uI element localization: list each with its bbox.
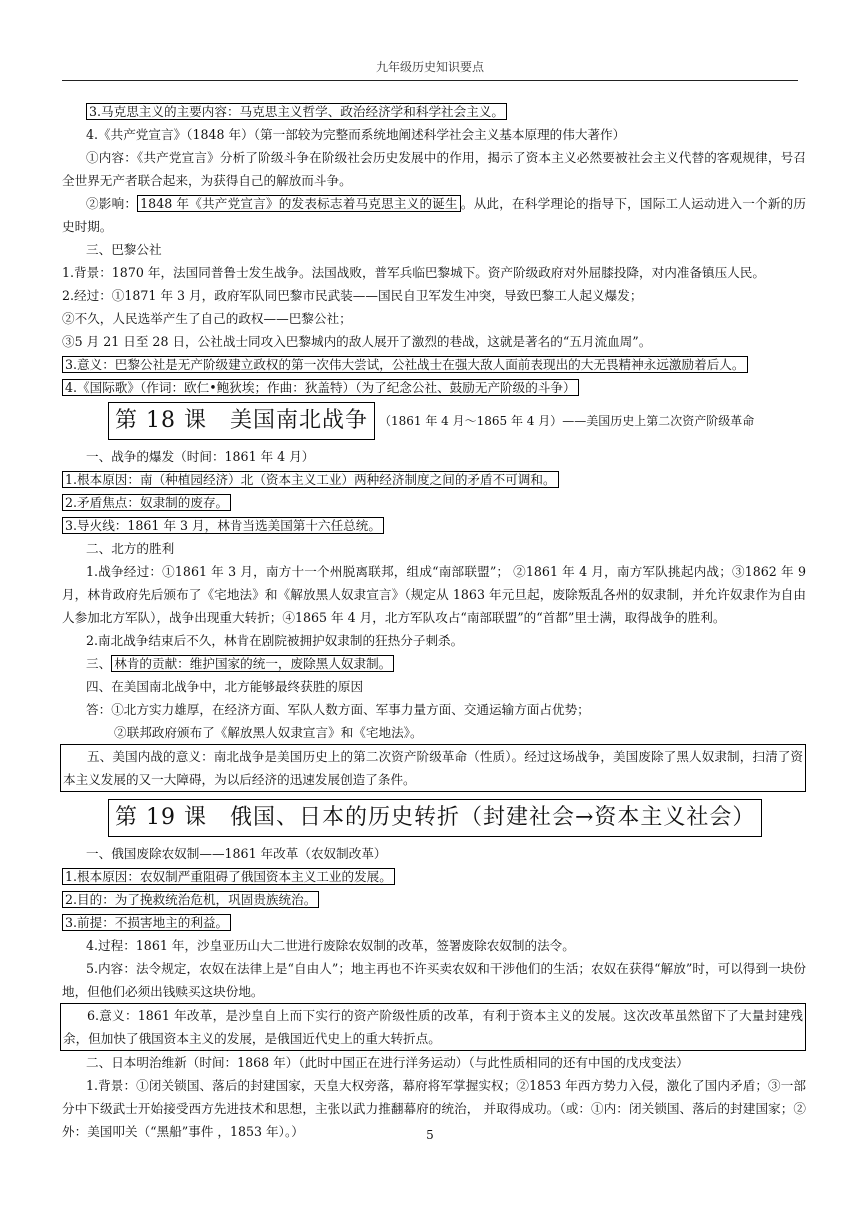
reform-premise: 3.前提：不损害地主的利益。 xyxy=(62,914,231,931)
paris-process-1: 2.经过：①1871 年 3 月，政府军队同巴黎市民武装——国民自卫军发生冲突，导致巴黎工人起义爆发； xyxy=(62,288,643,303)
lesson-18-subtitle: （1861 年 4 月～1865 年 4 月）——美国历史上第二次资产阶级革命 xyxy=(378,413,755,428)
war-root-cause: 1.根本原因：南（种植园经济）北（资本主义工业）两种经济制度之间的矛盾不可调和。 xyxy=(62,471,559,488)
lesson-18-title: 第 18 课 美国南北战争 xyxy=(108,402,375,440)
page-content: 3.马克思主义的主要内容：马克思主义哲学、政治经济学和科学社会主义。 4.《共产党宣言》（1848 年）（第一部较为完整而系统地阐述科学社会主义基本原理的伟大著作） ①内容：《共产党宣言》分析了阶级斗争在阶级社会历史发展中的作用，揭示了资本主义必然要被社会主义代替的客观规律，号召全世界无产者联合起来，为获得自己的解放而斗争。 ②影响： 1848 年《共产党宣言》的发表标志着马克思主义的诞生 。从此，在科学理论的指导下，国际工人运动进入一个新的历史时期。 三、巴黎公社 1.背景：1870 年，法国同普鲁士发生战争。法国战败，普军兵临巴黎城下。资产阶级政府对外屈膝投降，对内准备镇压人民。 2.经过：①1871 年 3 月，政府军队同巴黎市民武装——国民自卫军发生冲突，导致巴黎工人起义爆发； ②不久，人民选举产生了自己的政权——巴黎公社； ③5 月 21 日至 28 日，公社战士同攻入巴黎城内的敌人展开了激烈的巷战，这就是著名的“五月流血周”。 3.意义：巴黎公社是无产阶级建立政权的第一次伟大尝试，公社战士在强大敌人面前表现出的大无畏精神永远激励着后人。 4.《国际歌》（作词：欧仁•鲍狄埃；作曲：狄盖特）（为了纪念公社、鼓励无产阶级的斗争） 第 18 课 美国南北战争 （1861 年 4 月～1865 年 4 月）——美国历史上第二次资产阶级革命 一、战争的爆发（时间：1861 年 4 月） 1.根本原因：南（种植园经济）北（资本主义工业）两种经济制度之间的矛盾不可调和。 2.矛盾焦点：奴隶制的废存。 3.导火线：1861 年 3 月，林肯当选美国第十六任总统。 二、北方的胜利 1.战争经过：①1861 年 3 月，南方十一个州脱离联邦，组成“南部联盟”； ②1861 年 4 月，南方军队挑起内战；③1862 年 9 月，林肯政府先后颁布了《宅地法》和《解放黑人奴隶宣言》（规定从 1863 年元旦起，废除叛乱各州的奴隶制，并允许奴隶作为自由人参加北方军队），战争出现重大转折；④1865 年 4 月，北方军队攻占“南部联盟”的“首都”里士满，取得战争的胜利。 2.南北战争结束后不久，林肯在剧院被拥护奴隶制的狂热分子刺杀。 三、 林肯的贡献：维护国家的统一，废除黑人奴隶制。 四、在美国南北战争中，北方能够最终获胜的原因 答：①北方实力雄厚，在经济方面、军队人数方面、军事力量方面、交通运输方面占优势； ②联邦政府颁布了《解放黑人奴隶宣言》和《宅地法》。 五、美国内战的意义：南北战争是美国历史上的第二次资产阶级革命（性质）。经过这场战争，美国废除了黑人奴隶制，扫清了资本主义发展的又一大障碍，为以后经济的迅速发展创造了条件。 第 19 课 俄国、日本的历史转折（封建社会→资本主义社会） 一、俄国废除农奴制——1861 年改革（农奴制改革） 1.根本原因：农奴制严重阻碍了俄国资本主义工业的发展。 2.目的：为了挽救统治危机，巩固贵族统治。 3.前提：不损害地主的利益。 4.过程：1861 年，沙皇亚历山大二世进行废除农奴制的改革，签署废除农奴制的法令。 5.内容：法令规定，农奴在法律上是“自由人”；地主再也不许买卖农奴和干涉他们的生活；农奴在获得“解放”时，可以得到一块份地，但他们必须出钱赎买这块份地。 6.意义：1861 年改革，是沙皇自上而下实行的资产阶级性质的改革，有利于资本主义的发展。这次改革虽然留下了大量封建残余，但加快了俄国资本主义的发展，是俄国近代史上的重大转折点。 二、日本明治维新（时间：1868 年）（此时中国正在进行洋务运动）（与此性质相同的还有中国的戊戌变法） 1.背景：①闭关锁国、落后的封建国家，天皇大权旁落，幕府将军掌握实权；②1853 年西方势力入侵，激化了国内矛盾；③一部分中下级武士开始接受西方先进技术和思想，主张以武力推翻幕府的统治， 并取得成功。（或：①内：闭关锁国、落后的封建国家；②外：美国叩关（“黑船”事件 ，1853 年）。） xyxy=(62,100,806,1143)
marxism-content-point: 3.马克思主义的主要内容：马克思主义哲学、政治经济学和科学社会主义。 xyxy=(86,103,507,120)
north-victory-heading: 二、北方的胜利 xyxy=(86,541,175,556)
russia-reform-heading: 一、俄国废除农奴制——1861 年改革（农奴制改革） xyxy=(86,846,387,861)
meiji-background: 1.背景：①闭关锁国、落后的封建国家，天皇大权旁落，幕府将军掌握实权；②1853 年西方势力入侵，激化了国内矛盾；③一部分中下级武士开始接受西方先进技术和思想，主张以武力推翻幕府的统治， 并取得成功。（或：①内：闭关锁国、落后的封建国家；②外：美国叩关（“黑船”事件 ，1853 年）。） xyxy=(62,1078,806,1139)
manifesto-heading: 4.《共产党宣言》（1848 年）（第一部较为完整而系统地阐述科学社会主义基本原理的伟大著作） xyxy=(86,127,626,142)
paris-commune-heading: 三、巴黎公社 xyxy=(86,242,162,257)
lincoln-contribution: 林肯的贡献：维护国家的统一，废除黑人奴隶制。 xyxy=(111,655,394,672)
lesson-19-title: 第 19 课 俄国、日本的历史转折（封建社会→资本主义社会） xyxy=(108,799,762,837)
reform-process: 4.过程：1861 年，沙皇亚历山大二世进行废除农奴制的改革，签署废除农奴制的法令。 xyxy=(86,938,575,953)
meiji-heading: 二、日本明治维新（时间：1868 年）（此时中国正在进行洋务运动）（与此性质相同的还有中国的戊戌变法） xyxy=(86,1055,689,1070)
paris-background: 1.背景：1870 年，法国同普鲁士发生战争。法国战败，普军兵临巴黎城下。资产阶级政府对外屈膝投降，对内准备镇压人民。 xyxy=(62,265,765,280)
lesson-18-heading-row xyxy=(108,401,806,441)
reform-root-cause: 1.根本原因：农奴制严重阻碍了俄国资本主义工业的发展。 xyxy=(62,868,395,885)
paris-significance: 3.意义：巴黎公社是无产阶级建立政权的第一次伟大尝试，公社战士在强大敌人面前表现出的大无畏精神永远激励着后人。 xyxy=(62,356,748,373)
lesson-19-heading-row xyxy=(108,798,806,838)
manifesto-impact: ②影响： 1848 年《共产党宣言》的发表标志着马克思主义的诞生 。从此，在科学理论的指导下，国际工人运动进入一个新的历史时期。 xyxy=(62,196,807,234)
manifesto-content: ①内容：《共产党宣言》分析了阶级斗争在阶级社会历史发展中的作用，揭示了资本主义必然要被社会主义代替的客观规律，号召全世界无产者联合起来，为获得自己的解放而斗争。 xyxy=(62,150,806,188)
paris-process-2: ②不久，人民选举产生了自己的政权——巴黎公社； xyxy=(62,311,352,326)
page-number: 5 xyxy=(426,1128,434,1142)
lincoln-assassination: 2.南北战争结束后不久，林肯在剧院被拥护奴隶制的狂热分子刺杀。 xyxy=(86,633,464,648)
war-course: 1.战争经过：①1861 年 3 月，南方十一个州脱离联邦，组成“南部联盟”； ②1861 年 4 月，南方军队挑起内战；③1862 年 9 月，林肯政府先后颁布了《宅地法》和《解放黑人奴隶宣言》（规定从 1863 年元旦起，废除叛乱各州的奴隶制，并允许奴隶作为自由人参加北方军队），战争出现重大转折；④1865 年 4 月，北方军队攻占“南部联盟”的“首都”里士满，取得战争的胜利。 xyxy=(62,564,806,625)
reform-content: 5.内容：法令规定，农奴在法律上是“自由人”；地主再也不许买卖农奴和干涉他们的生活；农奴在获得“解放”时，可以得到一块份地，但他们必须出钱赎买这块份地。 xyxy=(62,961,806,999)
war-conflict-focus: 2.矛盾焦点：奴隶制的废存。 xyxy=(62,494,231,511)
victory-reason-1: 答：①北方实力雄厚，在经济方面、军队人数方面、军事力量方面、交通运输方面占优势； xyxy=(86,702,590,717)
manifesto-impact-key: 1848 年《共产党宣言》的发表标志着马克思主义的诞生 xyxy=(137,195,461,212)
civil-war-significance: 五、美国内战的意义：南北战争是美国历史上的第二次资产阶级革命（性质）。经过这场战争，美国废除了黑人奴隶制，扫清了资本主义发展的又一大障碍，为以后经济的迅速发展创造了条件。 xyxy=(60,744,806,792)
victory-reasons-heading: 四、在美国南北战争中，北方能够最终获胜的原因 xyxy=(86,679,364,694)
paris-process-3: ③5 月 21 日至 28 日，公社战士同攻入巴黎城内的敌人展开了激烈的巷战，这就是著名的“五月流血周”。 xyxy=(62,334,652,349)
reform-purpose: 2.目的：为了挽救统治危机，巩固贵族统治。 xyxy=(62,891,319,908)
internationale-note: 4.《国际歌》（作词：欧仁•鲍狄埃；作曲：狄盖特）（为了纪念公社、鼓励无产阶级的斗争） xyxy=(62,379,579,396)
victory-reason-2: ②联邦政府颁布了《解放黑人奴隶宣言》和《宅地法》。 xyxy=(114,725,423,740)
war-trigger: 3.导火线：1861 年 3 月，林肯当选美国第十六任总统。 xyxy=(62,517,384,534)
reform-significance: 6.意义：1861 年改革，是沙皇自上而下实行的资产阶级性质的改革，有利于资本主义的发展。这次改革虽然留下了大量封建残余，但加快了俄国资本主义的发展，是俄国近代史上的重大转折点。 xyxy=(60,1003,806,1051)
war-outbreak-heading: 一、战争的爆发（时间：1861 年 4 月） xyxy=(86,449,315,464)
page-header: 九年级历史知识要点 xyxy=(62,58,798,81)
